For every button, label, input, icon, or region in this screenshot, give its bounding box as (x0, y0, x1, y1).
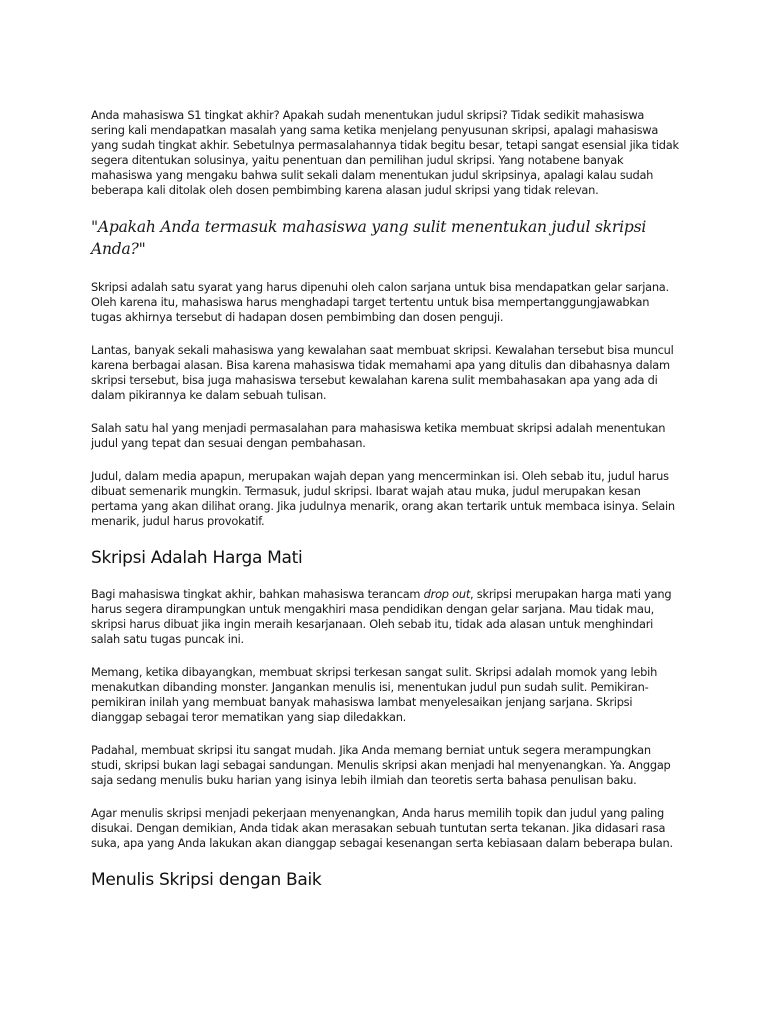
body-paragraph: Agar menulis skripsi menjadi pekerjaan menyenangkan, Anda harus memilih topik dan judul yang paling disukai. Dengan demikian, Anda tidak akan merasakan sebuah tuntutan serta tekanan. Jika didasari rasa suka, apa yang Anda lakukan akan dianggap sebagai kesenangan serta kebiasaan dalam beberapa bulan. (91, 806, 673, 850)
body-paragraph: Padahal, membuat skripsi itu sangat mudah. Jika Anda memang berniat untuk segera merampungkan studi, skripsi bukan lagi sebagai sandungan. Menulis skripsi akan menjadi hal menyenangkan. Ya. Anggap saja sedang menulis buku harian yang isinya lebih ilmiah dan teoretis serta bahasa penulisan baku. (91, 743, 671, 787)
section-heading: Menulis Skripsi dengan Baik (91, 870, 322, 890)
body-paragraph: Judul, dalam media apapun, merupakan wajah depan yang mencerminkan isi. Oleh sebab itu, judul harus dibuat semenarik mungkin. Termasuk, judul skripsi. Ibarat wajah atau muka, judul merupakan kesan pertama yang akan dilihat orang. Jika judulnya menarik, orang akan tertarik untuk membaca isinya. Selain menarik, judul harus provokatif. (91, 469, 675, 528)
body-paragraph (91, 587, 681, 647)
italic-term: drop out (423, 587, 471, 601)
text-run: , skripsi merupakan harga mati yang harus segera dirampungkan untuk mengakhiri masa pendidikan dengan gelar sarjana. Mau tidak mau, skripsi harus dibuat jika ingin meraih kesarjanaan. Oleh sebab itu, tidak ada alasan untuk menghindari salah satu tugas puncak ini. (91, 587, 672, 646)
body-paragraph: Memang, ketika dibayangkan, membuat skripsi terkesan sangat sulit. Skripsi adalah momok yang lebih menakutkan dibanding monster. Jangankan menulis isi, menentukan judul pun sudah sulit. Pemikiran-pemikiran inilah yang membuat banyak mahasiswa lambat menyelesaikan jenjang sarjana. Skripsi dianggap sebagai teror mematikan yang siap diledakkan. (91, 665, 658, 724)
intro-paragraph: Anda mahasiswa S1 tingkat akhir? Apakah sudah menentukan judul skripsi? Tidak sedikit mahasiswa sering kali mendapatkan masalah yang sama ketika menjelang penyusunan skripsi, apalagi mahasiswa yang sudah tingkat akhir. Sebetulnya permasalahannya tidak begitu besar, tetapi sangat esensial jika tidak segera ditentukan solusinya, yaitu penentuan dan pemilihan judul skripsi. Yang notabene banyak mahasiswa yang mengaku bahwa sulit sekali dalam menentukan judul skripsinya, apalagi kalau sudah beberapa kali ditolak oleh dosen pembimbing karena alasan judul skripsi yang tidak relevan. (91, 108, 679, 197)
body-paragraph: Skripsi adalah satu syarat yang harus dipenuhi oleh calon sarjana untuk bisa mendapatkan gelar sarjana. Oleh karena itu, mahasiswa harus menghadapi target tertentu untuk bisa mempertanggungjawabkan tugas akhirnya tersebut di hadapan dosen pembimbing dan dosen penguji. (91, 280, 669, 324)
pull-quote: "Apakah Anda termasuk mahasiswa yang sulit menentukan judul skripsi Anda?" (91, 218, 647, 258)
document-page (91, 108, 681, 909)
section-heading: Skripsi Adalah Harga Mati (91, 548, 303, 568)
text-run: Bagi mahasiswa tingkat akhir, bahkan mahasiswa terancam (91, 587, 424, 601)
body-paragraph: Lantas, banyak sekali mahasiswa yang kewalahan saat membuat skripsi. Kewalahan tersebut bisa muncul karena berbagai alasan. Bisa karena mahasiswa tidak memahami apa yang ditulis dan dibahasnya dalam skripsi tersebut, bisa juga mahasiswa tersebut kewalahan karena sulit membahasakan apa yang ada di dalam pikirannya ke dalam sebuah tulisan. (91, 343, 674, 402)
body-paragraph: Salah satu hal yang menjadi permasalahan para mahasiswa ketika membuat skripsi adalah menentukan judul yang tepat dan sesuai dengan pembahasan. (91, 421, 666, 450)
